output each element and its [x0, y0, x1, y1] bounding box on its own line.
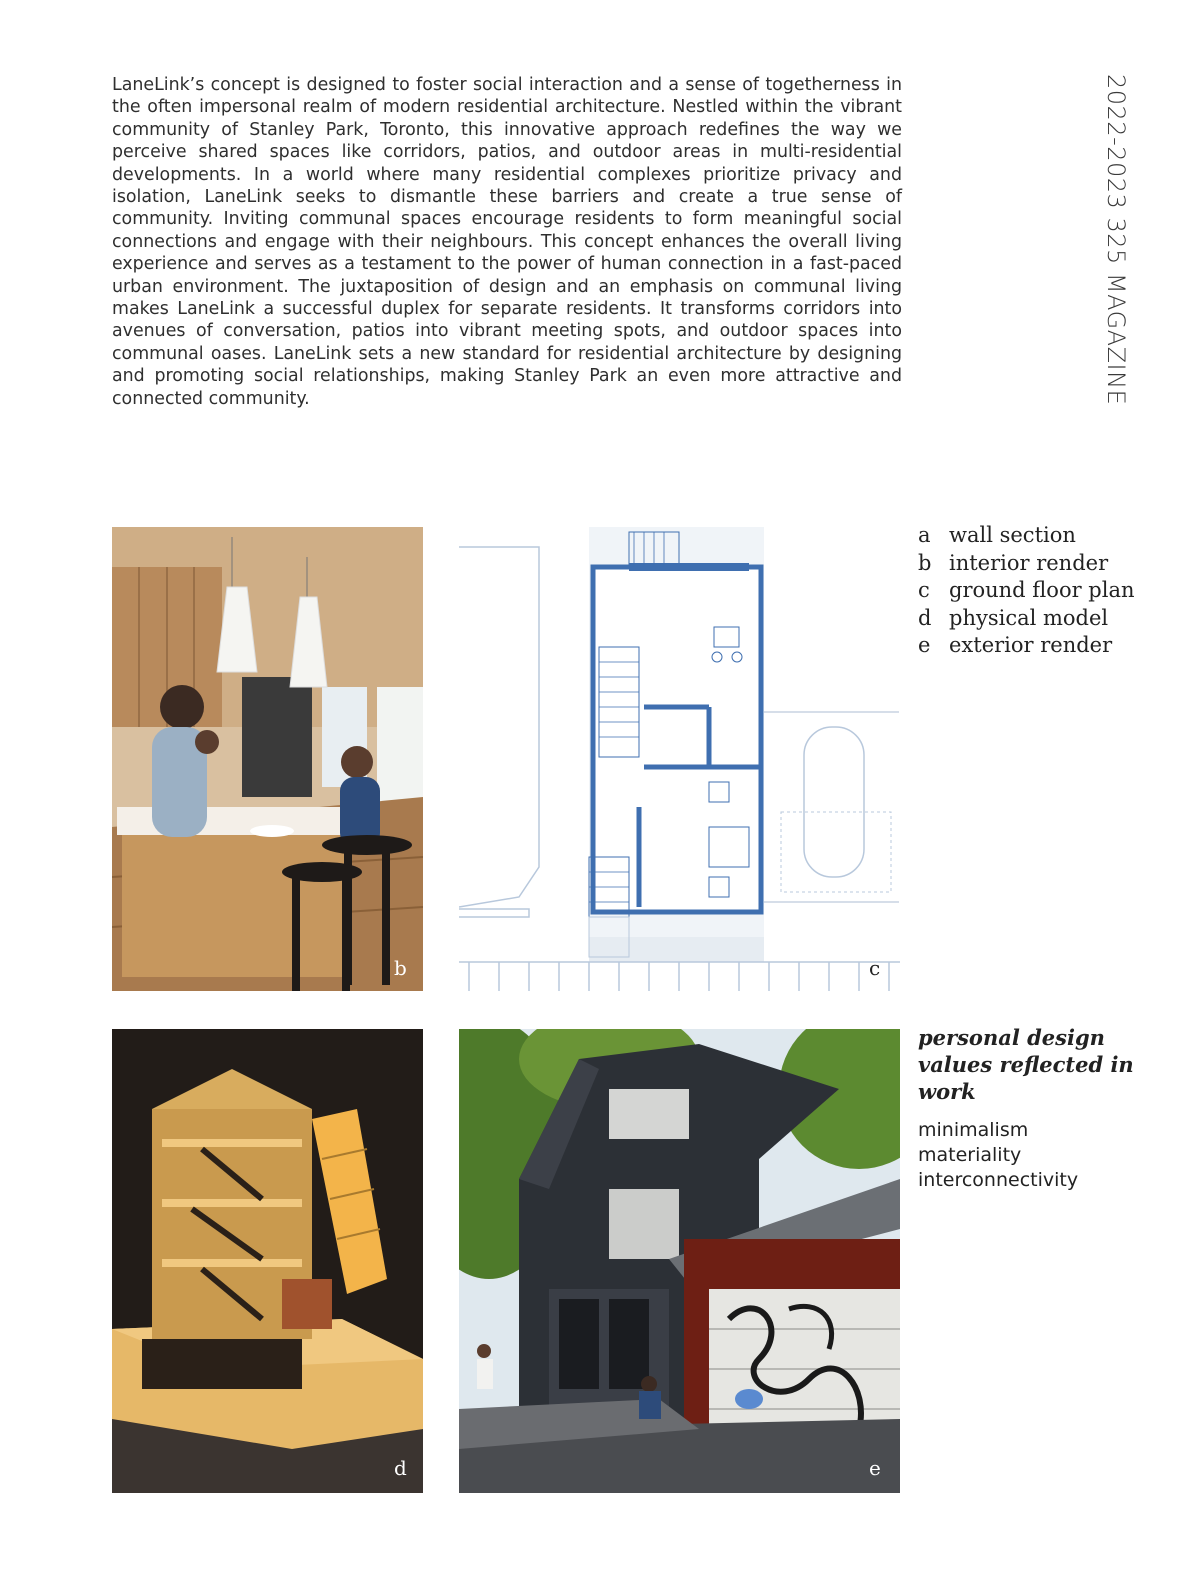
- legend-key: b: [918, 550, 932, 575]
- interior-render-image: [112, 527, 423, 991]
- legend-label: exterior render: [949, 633, 1113, 657]
- legend-label: physical model: [949, 605, 1109, 630]
- magazine-side-title: 2022-2023 325 MAGAZINE: [1102, 74, 1130, 406]
- legend-label: wall section: [949, 523, 1076, 547]
- ground-floor-plan-image: [459, 527, 900, 991]
- figure-letter-d: d: [394, 1456, 407, 1480]
- legend-label: ground floor plan: [949, 578, 1135, 602]
- figure-legend: [918, 522, 1148, 660]
- legend-item: [918, 522, 1148, 550]
- figure-letter-e: e: [869, 1456, 881, 1480]
- legend-label: interior render: [949, 550, 1109, 575]
- legend-key: e: [918, 633, 931, 657]
- legend-key: c: [918, 578, 930, 602]
- legend-key: d: [918, 605, 932, 630]
- figure-letter-b: b: [394, 956, 407, 980]
- article-body: LaneLink’s concept is designed to foster social interaction and a sense of togetherness in the often impersonal realm of modern residential architecture. Nestled within the vibrant community of Stanley Park, Toronto, this innovative approach redefines the way we perceive shared spaces like corridors, patios, and outdoor areas in multi-residential developments. In a world where many residential complexes prioritize privacy and isolation, LaneLink seeks to dismantle these barriers and create a true sense of community. Inviting communal spaces encourage residents to form meaningful social connections and engage with their neighbours. This concept enhances the overall living experience and serves as a testament to the power of human connection in a fast-paced urban environment. The juxtaposition of design and an emphasis on communal living makes LaneLink a successful duplex for separate residents. It transforms corridors into avenues of conversation, patios into vibrant meeting spots, and outdoor spaces into communal oases. LaneLink sets a new standard for residential architecture by designing and promoting social relationships, making Stanley Park an even more attractive and connected community.: [112, 75, 902, 409]
- legend-item: [918, 605, 1148, 633]
- legend-key: a: [918, 523, 931, 547]
- design-values-heading: personal design values reflected in work: [918, 1025, 1134, 1104]
- legend-item: [918, 577, 1148, 605]
- design-values-list: [918, 1118, 1158, 1193]
- legend-item: [918, 632, 1148, 660]
- legend-item: [918, 550, 1148, 578]
- physical-model-image: [112, 1029, 423, 1493]
- exterior-render-image: [459, 1029, 900, 1493]
- design-value-item: materiality: [918, 1144, 1022, 1166]
- design-value-item: minimalism: [918, 1119, 1029, 1141]
- design-value-item: interconnectivity: [918, 1169, 1079, 1191]
- figure-letter-c: c: [869, 956, 881, 980]
